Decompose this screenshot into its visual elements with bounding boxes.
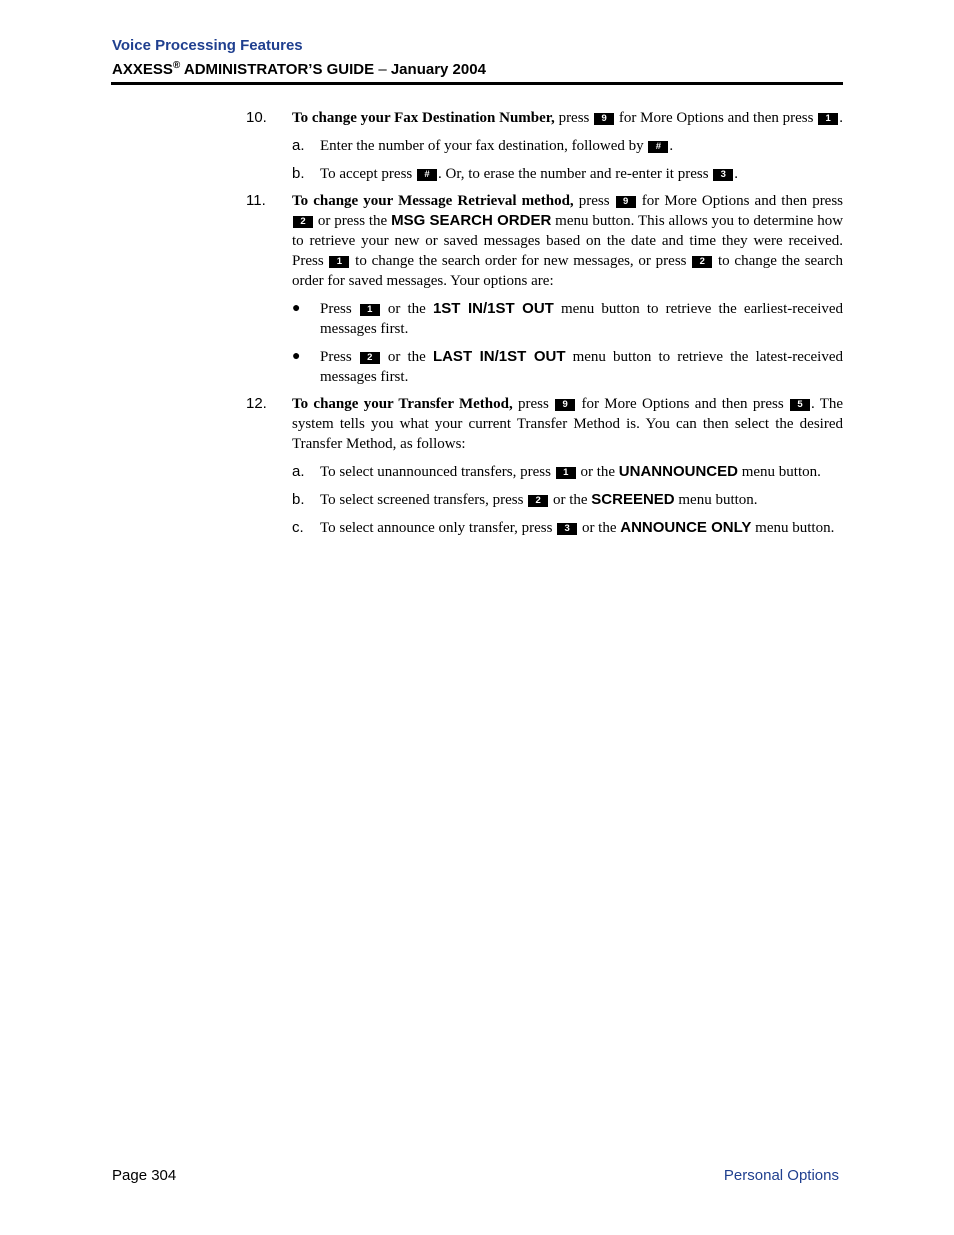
guide-date: January 2004 bbox=[390, 61, 486, 78]
text: To select announce only transfer, press bbox=[320, 520, 553, 536]
guide-title: ADMINISTRATOR’S GUIDE bbox=[183, 61, 375, 78]
header-rule bbox=[111, 82, 843, 85]
key-3-icon: 3 bbox=[713, 169, 733, 181]
substep-b bbox=[292, 490, 843, 510]
text: menu button to retrieve the latest-received messages first. bbox=[320, 349, 844, 385]
running-header-section: Voice Processing Features bbox=[112, 37, 303, 54]
key-9-icon: 9 bbox=[616, 196, 636, 208]
key-1-icon: 1 bbox=[818, 113, 838, 125]
substep-letter: c. bbox=[292, 519, 304, 536]
key-2-icon: 2 bbox=[360, 352, 380, 364]
guide-dash: – bbox=[378, 61, 387, 78]
text: or the bbox=[387, 301, 426, 317]
step-lead: To change your Message Retrieval method, bbox=[292, 193, 574, 209]
menu-button-label: UNANNOUNCED bbox=[618, 463, 738, 480]
text: Press bbox=[320, 349, 352, 365]
page-body bbox=[246, 108, 843, 545]
step-11 bbox=[246, 191, 843, 387]
text: menu button. bbox=[678, 492, 758, 508]
text: to change the search order for new messages, or press bbox=[355, 253, 687, 269]
bullet-icon: ● bbox=[292, 349, 301, 364]
footer-section-title: Personal Options bbox=[723, 1167, 839, 1184]
text: . bbox=[669, 138, 674, 154]
step-12 bbox=[246, 394, 843, 538]
text: or the bbox=[581, 520, 617, 536]
bullet-option-2 bbox=[292, 347, 843, 387]
text: or the bbox=[387, 349, 426, 365]
guide-brand: AXXESS bbox=[112, 61, 173, 78]
menu-button-label: ANNOUNCE ONLY bbox=[620, 519, 752, 536]
step-lead: To change your Transfer Method, bbox=[292, 396, 513, 412]
text: for More Options and then press bbox=[618, 110, 814, 126]
text: To select screened transfers, press bbox=[320, 492, 524, 508]
key-2-icon: 2 bbox=[692, 256, 712, 268]
key-1-icon: 1 bbox=[329, 256, 349, 268]
substep-a bbox=[292, 136, 843, 156]
substep-letter: b. bbox=[292, 165, 305, 182]
menu-button-label: MSG SEARCH ORDER bbox=[391, 212, 552, 229]
key-pound-icon: # bbox=[648, 141, 668, 153]
text: menu button. This allows you to determine how to retrieve your new or saved messages based on the date and time they were received. Press bbox=[292, 213, 844, 269]
step-text bbox=[292, 394, 843, 454]
menu-button-label: LAST IN/1ST OUT bbox=[432, 348, 566, 365]
key-1-icon: 1 bbox=[360, 304, 380, 316]
text: menu button to retrieve the earliest-received messages first. bbox=[320, 301, 844, 337]
substep-letter: a. bbox=[292, 137, 305, 154]
substep-c bbox=[292, 518, 843, 538]
text: menu button. bbox=[755, 520, 835, 536]
key-2-icon: 2 bbox=[528, 495, 548, 507]
step-text bbox=[292, 191, 843, 291]
key-9-icon: 9 bbox=[594, 113, 614, 125]
text: for More Options and then press bbox=[581, 396, 784, 412]
text: press bbox=[558, 110, 590, 126]
text: for More Options and then press bbox=[641, 193, 844, 209]
text: Enter the number of your fax destination, followed by bbox=[320, 138, 644, 154]
text: or the bbox=[552, 492, 588, 508]
text: Press bbox=[320, 301, 352, 317]
text: or the bbox=[580, 464, 616, 480]
text: press bbox=[518, 396, 549, 412]
text: to change the search order for saved messages. Your options are: bbox=[292, 253, 844, 289]
key-2-icon: 2 bbox=[293, 216, 313, 228]
text: To select unannounced transfers, press bbox=[320, 464, 551, 480]
text: press bbox=[578, 193, 610, 209]
step-lead: To change your Fax Destination Number, bbox=[292, 110, 555, 126]
key-pound-icon: # bbox=[417, 169, 437, 181]
substep-letter: a. bbox=[292, 463, 305, 480]
page-number: Page 304 bbox=[112, 1167, 177, 1184]
key-1-icon: 1 bbox=[556, 467, 576, 479]
step-text bbox=[292, 108, 843, 128]
bullet-option-1 bbox=[292, 299, 843, 339]
registered-mark: ® bbox=[172, 60, 181, 71]
running-header-guide bbox=[112, 60, 486, 78]
menu-button-label: SCREENED bbox=[591, 491, 675, 508]
substep-letter: b. bbox=[292, 491, 305, 508]
key-3-icon: 3 bbox=[557, 523, 577, 535]
text: . bbox=[734, 166, 739, 182]
text: To accept press bbox=[320, 166, 413, 182]
text: . bbox=[839, 110, 843, 126]
text: . The system tells you what your current Transfer Method is. You can then select the desired Transfer Method, as follows: bbox=[292, 396, 844, 452]
key-9-icon: 9 bbox=[555, 399, 575, 411]
bullet-icon: ● bbox=[292, 301, 301, 316]
step-10 bbox=[246, 108, 843, 184]
text: . Or, to erase the number and re-enter it press bbox=[438, 166, 709, 182]
step-number: 10. bbox=[246, 109, 267, 126]
step-number: 12. bbox=[246, 395, 267, 412]
substep-a bbox=[292, 462, 843, 482]
key-5-icon: 5 bbox=[790, 399, 810, 411]
text: menu button. bbox=[741, 464, 821, 480]
menu-button-label: 1ST IN/1ST OUT bbox=[432, 300, 554, 317]
substep-b bbox=[292, 164, 843, 184]
step-number: 11. bbox=[246, 192, 266, 209]
text: or press the bbox=[317, 213, 388, 229]
